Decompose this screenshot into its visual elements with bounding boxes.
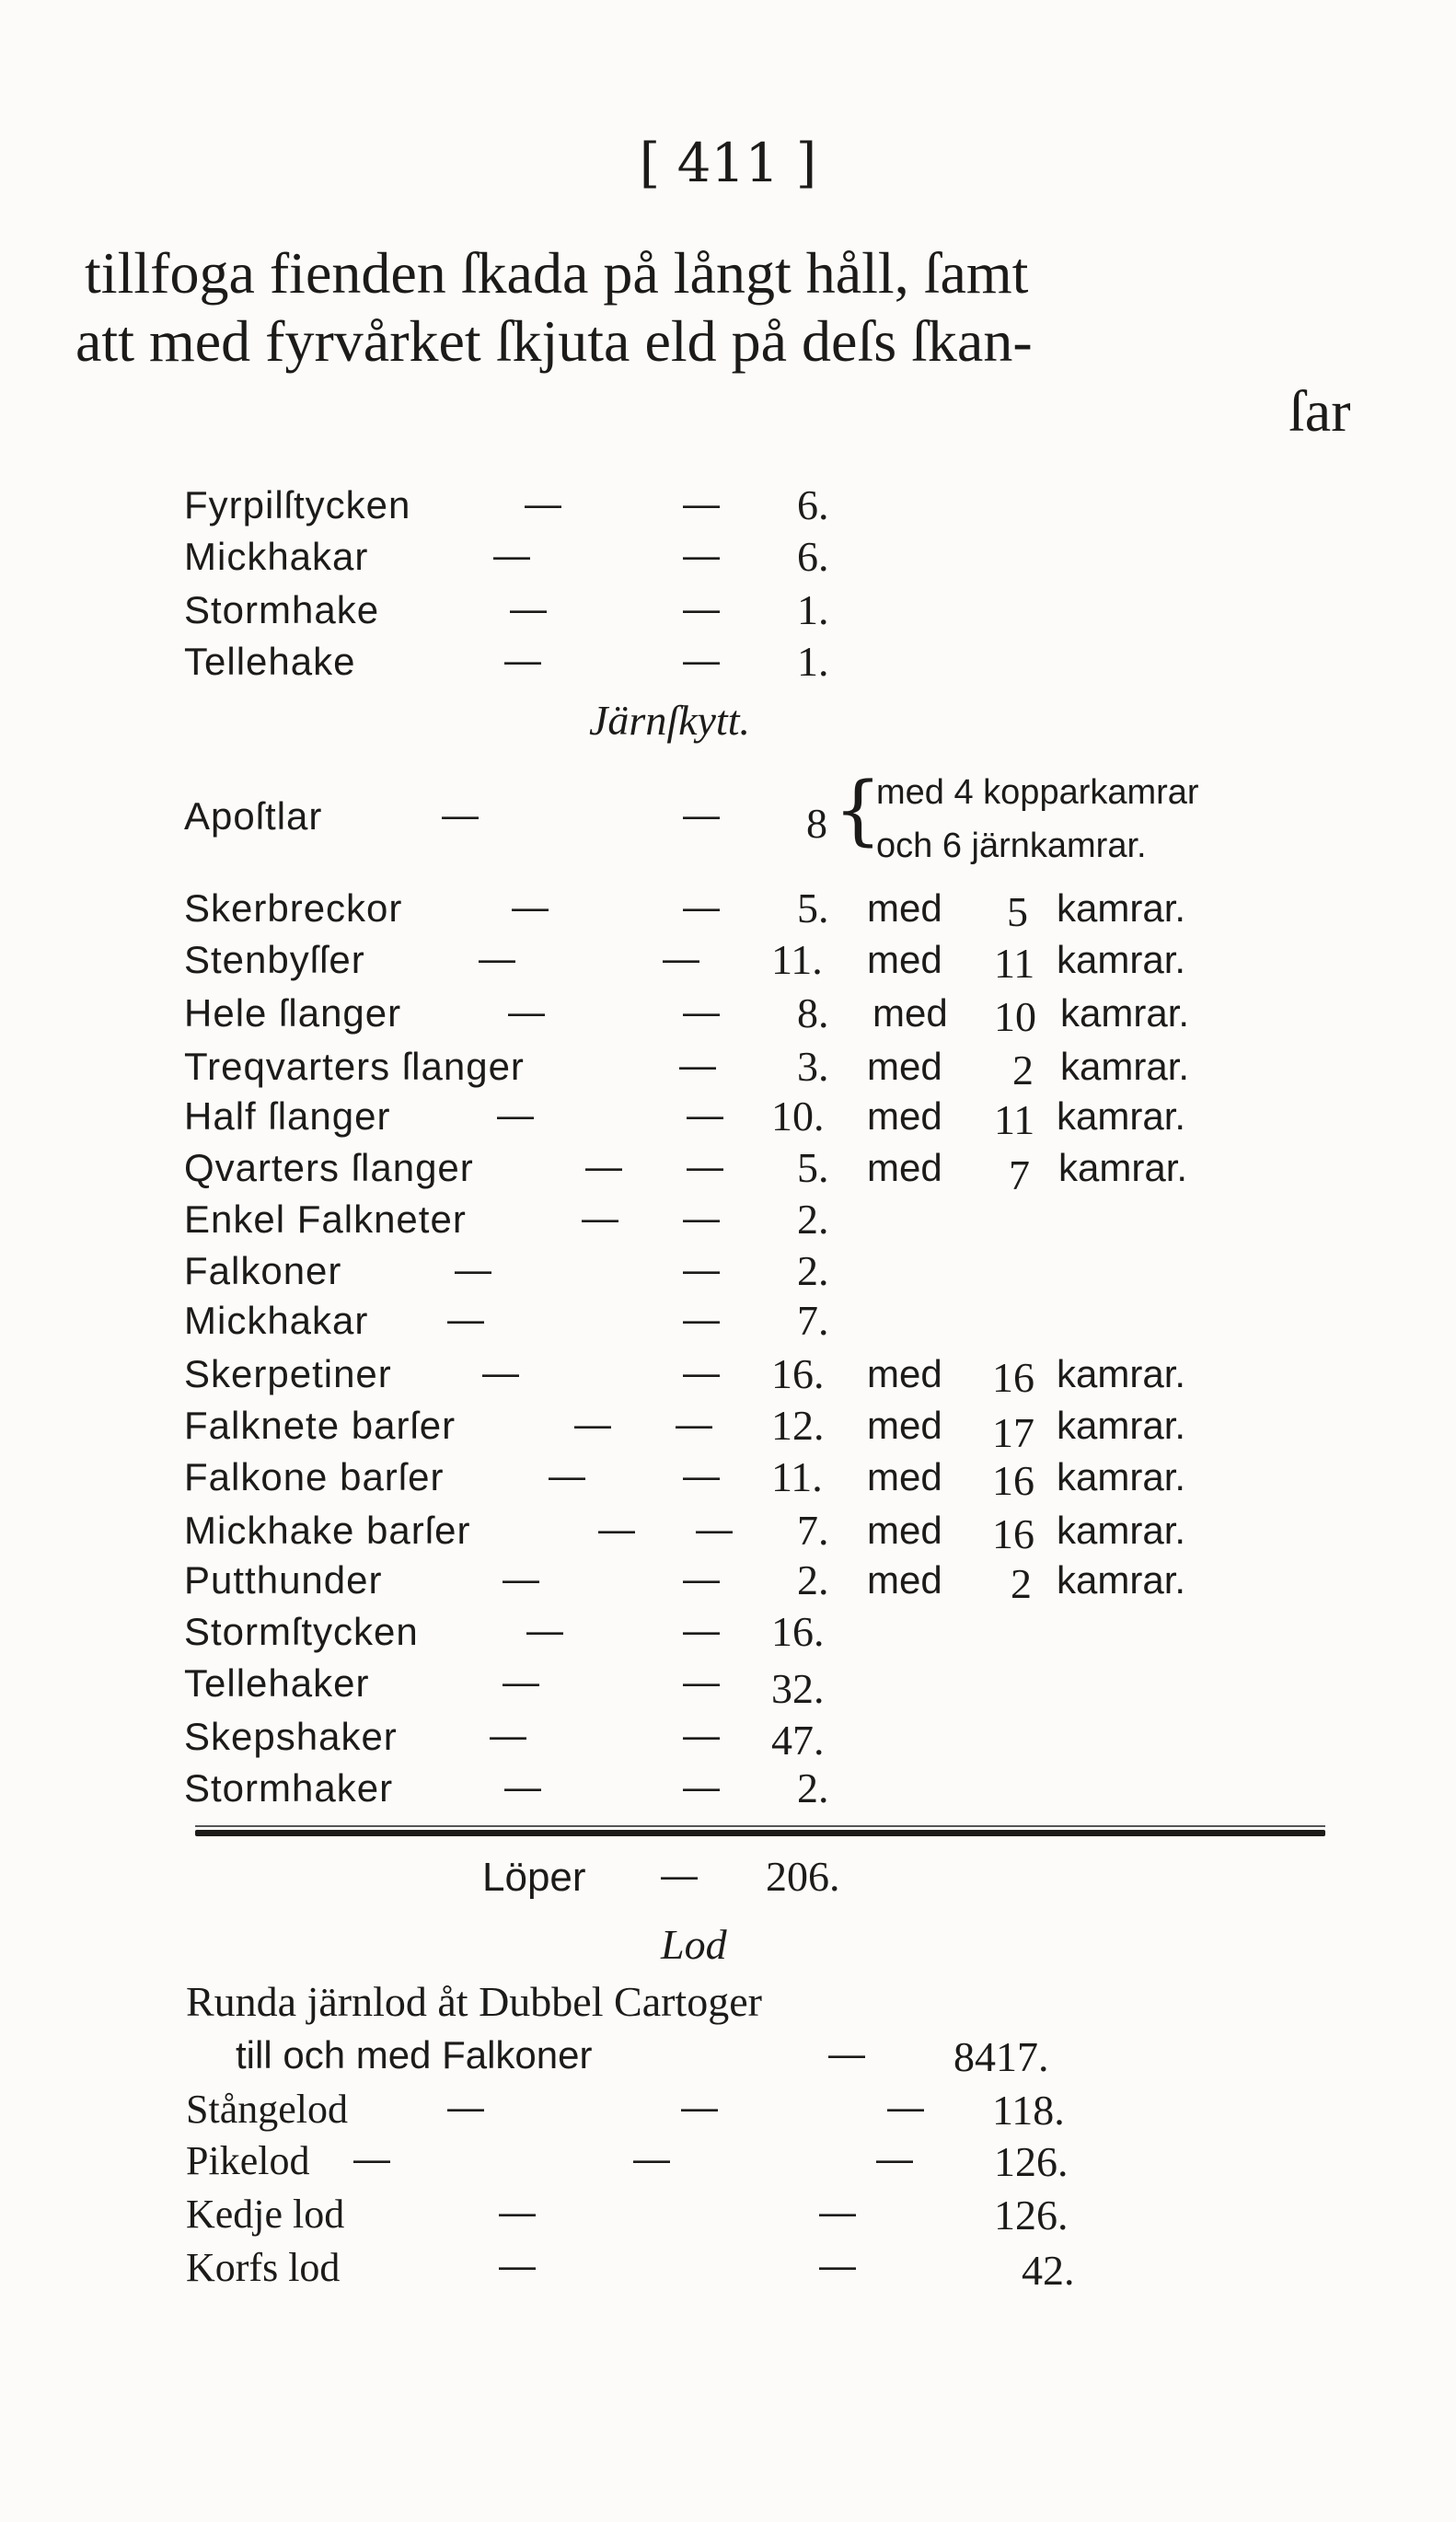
item-dash: — [455,1250,491,1290]
item-dash: — [683,1198,720,1239]
item-unit: kamrar. [1057,1404,1186,1447]
item-name: Enkel Falkneter [184,1197,467,1241]
item-unit: kamrar. [1057,1094,1186,1138]
item-dash: — [585,1147,622,1187]
item-dash: — [582,1198,618,1239]
item-med: med [872,991,948,1035]
total-divider [195,1830,1325,1836]
item-name: Tellehaker [184,1661,370,1705]
item-name: Stenbyſſer [184,938,365,981]
item-med: med [867,1146,942,1189]
item-med: med [867,1045,942,1088]
item-value: 2. [797,1764,829,1811]
item-dash: — [683,536,720,576]
item-dash: — [819,2192,856,2233]
item-name: Stångelod [186,2087,348,2132]
item-value: 2. [797,1247,829,1294]
item-value: 2. [797,1196,829,1243]
item-name: Half ſlanger [184,1094,391,1138]
item-unit: kamrar. [1057,1352,1186,1395]
item-dash: — [503,1662,539,1703]
item-dash: — [499,2246,536,2286]
item-dash: — [479,939,515,979]
item-name: Skerpetiner [184,1352,392,1395]
item-count: 2 [1012,1047,1034,1093]
item-dash: — [499,2192,536,2233]
item-dash: — [574,1405,611,1445]
item-value: 118. [992,2087,1065,2134]
item-name: Mickhakar [184,1299,369,1342]
item-med: med [867,1094,942,1138]
item-name: Korfs lod [186,2245,341,2290]
item-value: 5. [797,885,829,931]
item-dash: — [687,1147,723,1187]
curly-brace-icon: { [834,767,883,854]
item-dash: — [525,484,561,525]
item-dash: — [353,2139,390,2180]
item-dash: — [683,1611,720,1651]
item-value: 8417. [953,2033,1049,2080]
item-dash: — [508,992,545,1033]
item-dash: — [683,484,720,525]
item-unit: kamrar. [1057,938,1186,981]
item-count: 10 [994,993,1036,1040]
item-name: Skepshaker [184,1715,398,1758]
item-value: 7. [797,1297,829,1344]
item-dash: — [497,1095,534,1136]
item-dash: — [696,1510,733,1550]
item-value: 2. [797,1556,829,1603]
item-dash: — [493,536,530,576]
item-dash: — [447,2088,484,2128]
item-count: 7 [1009,1151,1030,1198]
item-dash: — [510,589,547,630]
item-unit: kamrar. [1058,1146,1188,1189]
item-name: till och med Falkoner [236,2033,593,2077]
item-count: 2 [1011,1560,1032,1607]
item-dash: — [442,795,479,836]
item-count: 5 [1007,888,1028,935]
item-unit: kamrar. [1057,886,1186,930]
section-heading-lod: Lod [661,1921,727,1968]
item-name: Skerbreckor [184,886,403,930]
item-dash: — [887,2088,924,2128]
item-unit: kamrar. [1060,1045,1190,1088]
item-value: 16. [771,1350,825,1397]
item-name: Tellehake [184,640,356,683]
item-value: 16. [771,1608,825,1655]
item-count: 11 [994,940,1035,987]
total-dash: — [661,1856,698,1896]
item-count: 16 [992,1354,1034,1401]
item-value: 1. [797,638,829,685]
item-dash: — [683,1250,720,1290]
item-name: Kedje lod [186,2192,345,2237]
item-dash: — [683,992,720,1033]
item-value: 10. [771,1093,825,1140]
item-dash: — [687,1095,723,1136]
item-value: 5. [797,1144,829,1191]
item-value: 11. [771,1453,823,1500]
item-name: Falkoner [184,1249,342,1292]
item-value: 6. [797,481,829,528]
item-value: 32. [771,1665,825,1712]
intro-line-1: tillfoga fienden ſkada på långt håll, ſamt [85,240,1029,306]
item-dash: — [683,1300,720,1340]
item-value: 47. [771,1717,825,1764]
item-dash: — [504,1767,541,1808]
item-count: 16 [992,1457,1034,1504]
item-dash: — [676,1405,712,1445]
item-unit: kamrar. [1057,1455,1186,1498]
item-dash: — [526,1611,563,1651]
item-dash: — [683,1767,720,1808]
item-name: Stormhaker [184,1766,394,1810]
item-dash: — [683,1559,720,1600]
brace-note-line-2: och 6 järnkamrar. [876,827,1147,865]
brace-note-line-1: med 4 kopparkamrar [876,773,1199,812]
item-dash: — [549,1456,585,1497]
item-dash: — [447,1300,484,1340]
item-dash: — [683,887,720,928]
item-unit: kamrar. [1060,991,1190,1035]
item-name: Fyrpilſtycken [184,483,411,526]
item-value: 126. [994,2138,1069,2185]
item-dash: — [503,1559,539,1600]
item-med: med [867,1509,942,1552]
item-dash: — [504,641,541,681]
item-name: Treqvarters ſlanger [184,1045,525,1088]
item-count: 16 [992,1510,1034,1557]
item-value: 42. [1022,2247,1075,2294]
item-dash: — [490,1716,526,1756]
item-med: med [867,1558,942,1602]
item-med: med [867,1404,942,1447]
item-value: 1. [797,586,829,633]
item-name: Pikelod [186,2138,310,2183]
item-name: Mickhake barſer [184,1509,471,1552]
item-count: 17 [992,1409,1034,1456]
item-dash: — [663,939,699,979]
item-value: 3. [797,1043,829,1090]
item-dash: — [683,1716,720,1756]
item-name: Stormſtycken [184,1610,419,1653]
item-dash: — [876,2139,913,2180]
item-name: Apoſtlar [184,794,323,838]
item-dash: — [683,1662,720,1703]
page-number: [ 411 ] [639,132,817,194]
item-name: Putthunder [184,1558,383,1602]
lod-intro: Runda järnlod åt Dubbel Cartoger [186,1978,762,2025]
item-value: 6. [797,533,829,580]
item-dash: — [598,1510,635,1550]
item-value: 11. [771,936,823,983]
item-med: med [867,1455,942,1498]
item-dash: — [683,1353,720,1394]
item-dash: — [633,2139,670,2180]
total-value: 206. [766,1853,840,1900]
item-dash: — [512,887,549,928]
total-divider-thin [195,1825,1325,1827]
item-med: med [867,886,942,930]
item-med: med [867,1352,942,1395]
intro-line-2: att med fyrvårket ſkjuta eld på deſs ſkan- [75,308,1033,374]
item-dash: — [683,1456,720,1497]
item-count: 11 [994,1096,1035,1143]
item-value: 12. [771,1402,825,1449]
section-heading-jarnskytt: Järnſkytt. [589,697,750,744]
total-label: Löper [482,1855,586,1900]
item-value: 8 [806,800,827,847]
item-dash: — [683,795,720,836]
item-name: Falknete barſer [184,1404,456,1447]
item-dash: — [482,1353,519,1394]
item-dash: — [683,641,720,681]
item-name: Falkone barſer [184,1455,445,1498]
item-name: Mickhakar [184,535,369,578]
item-dash: — [819,2246,856,2286]
item-unit: kamrar. [1057,1509,1186,1552]
item-dash: — [828,2034,865,2075]
item-value: 7. [797,1507,829,1554]
item-name: Stormhake [184,588,380,631]
item-unit: kamrar. [1057,1558,1186,1602]
item-value: 126. [994,2192,1069,2239]
item-name: Qvarters ſlanger [184,1146,474,1189]
item-dash: — [679,1046,716,1086]
item-name: Hele ſlanger [184,991,402,1035]
item-dash: — [681,2088,718,2128]
intro-line-3: ſar [1288,378,1351,444]
item-dash: — [683,589,720,630]
item-med: med [867,938,942,981]
item-value: 8. [797,989,829,1036]
